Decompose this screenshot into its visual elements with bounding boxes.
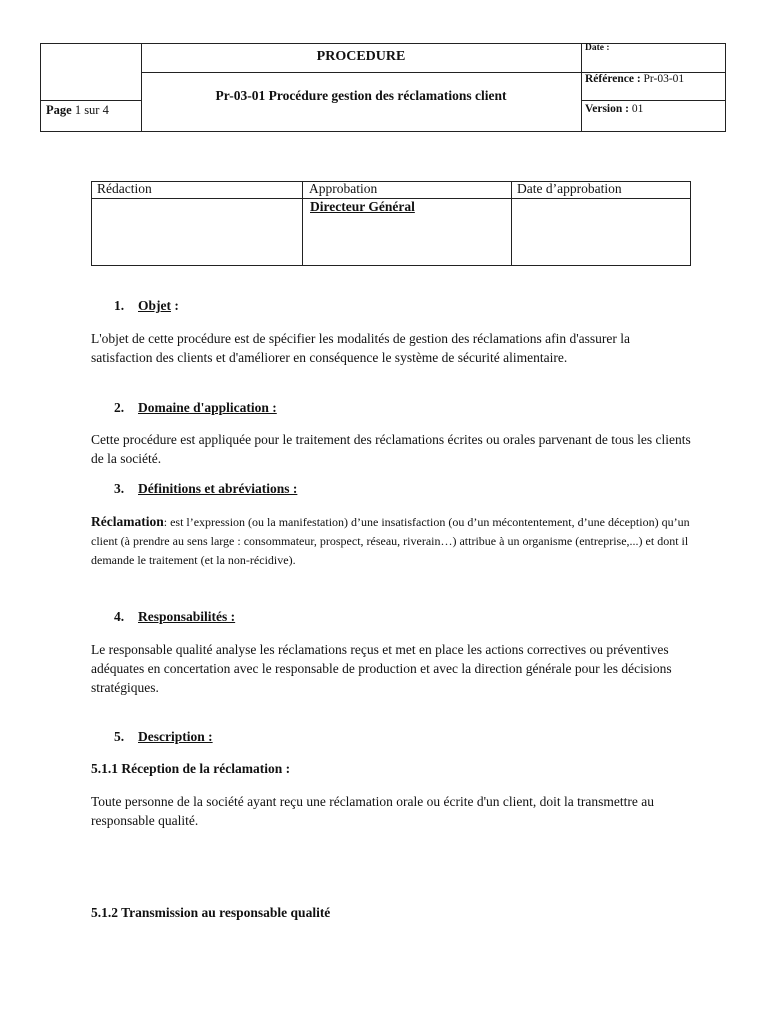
section-5-heading [114, 729, 213, 745]
reference-value: Pr-03-01 [640, 73, 685, 85]
header-divider-page [40, 100, 141, 101]
section-2-text: Cette procédure est appliquée pour le traitement des réclamations écrites ou orales parvenant de tous les clients de la société. [91, 432, 691, 466]
section-3-definition: : est l’expression (ou la manifestation) d’une insatisfaction (ou d’un mécontentement, d’une déception) qu’un client (à prendre au sens large : consommateur, prospect, réseau, riverain…) attribue à un organisme (entreprise,...) et dont il demande le traitement (et la non-récidive). [91, 515, 690, 567]
section-3-title: Définitions et abréviations : [138, 481, 298, 496]
header-title: PROCEDURE [316, 49, 406, 64]
section-2-number: 2. [114, 400, 125, 415]
section-3-number: 3. [114, 481, 125, 496]
header-divider-version [581, 100, 726, 101]
header-reference [585, 73, 684, 85]
section-4-text: Le responsable qualité analyse les réclamations reçus et met en place les actions correctives ou préventives adéquates en concertation avec le responsable de production et avec la direction générale pour les décisions stratégiques. [91, 642, 672, 695]
section-5-number: 5. [114, 729, 125, 744]
section-3-text [91, 512, 691, 570]
header-subtitle: Pr-03-01 Procédure gestion des réclamations client [215, 88, 507, 103]
approval-col-date: Date d’approbation [517, 181, 622, 196]
section-1-heading [114, 298, 179, 314]
section-3-heading [114, 481, 297, 497]
section-1-text: L'objet de cette procédure est de spécifier les modalités de gestion des réclamations afin d'assurer la satisfaction des clients et d'améliorer en conséquence le système de sécurité alimentaire. [91, 331, 631, 365]
subsection-512-title: 5.1.2 Transmission au responsable qualité [91, 905, 331, 920]
section-4-number: 4. [114, 609, 125, 624]
page-value: 1 sur 4 [71, 103, 109, 117]
section-1-number: 1. [114, 298, 125, 313]
section-3-term: Réclamation [91, 514, 164, 529]
page-label: Page [46, 103, 72, 117]
approval-col-divider-2 [511, 181, 512, 266]
reference-label: Référence : [585, 73, 641, 85]
approval-approver: Directeur Général [310, 199, 415, 214]
subsection-511-title: 5.1.1 Réception de la réclamation : [91, 761, 291, 776]
section-4-title: Responsabilités : [138, 609, 236, 624]
approval-col-approbation: Approbation [309, 181, 378, 196]
section-2-title: Domaine d'application : [138, 400, 277, 415]
section-1-title: Objet [138, 298, 171, 313]
header-version [585, 103, 643, 115]
section-2-heading [114, 400, 277, 416]
version-label: Version : [585, 103, 629, 115]
header-page [46, 103, 109, 118]
approval-col-divider-1 [302, 181, 303, 266]
header-divider-right [581, 43, 582, 132]
subsection-511-text: Toute personne de la société ayant reçu une réclamation orale ou écrite d'un client, doit la transmettre au responsable qualité. [91, 794, 654, 828]
section-1-suffix: : [171, 298, 179, 313]
section-4-heading [114, 609, 235, 625]
section-5-title: Description : [138, 729, 213, 744]
approval-col-redaction: Rédaction [97, 181, 152, 196]
header-date-label: Date : [585, 43, 610, 53]
version-value: 01 [628, 103, 644, 115]
